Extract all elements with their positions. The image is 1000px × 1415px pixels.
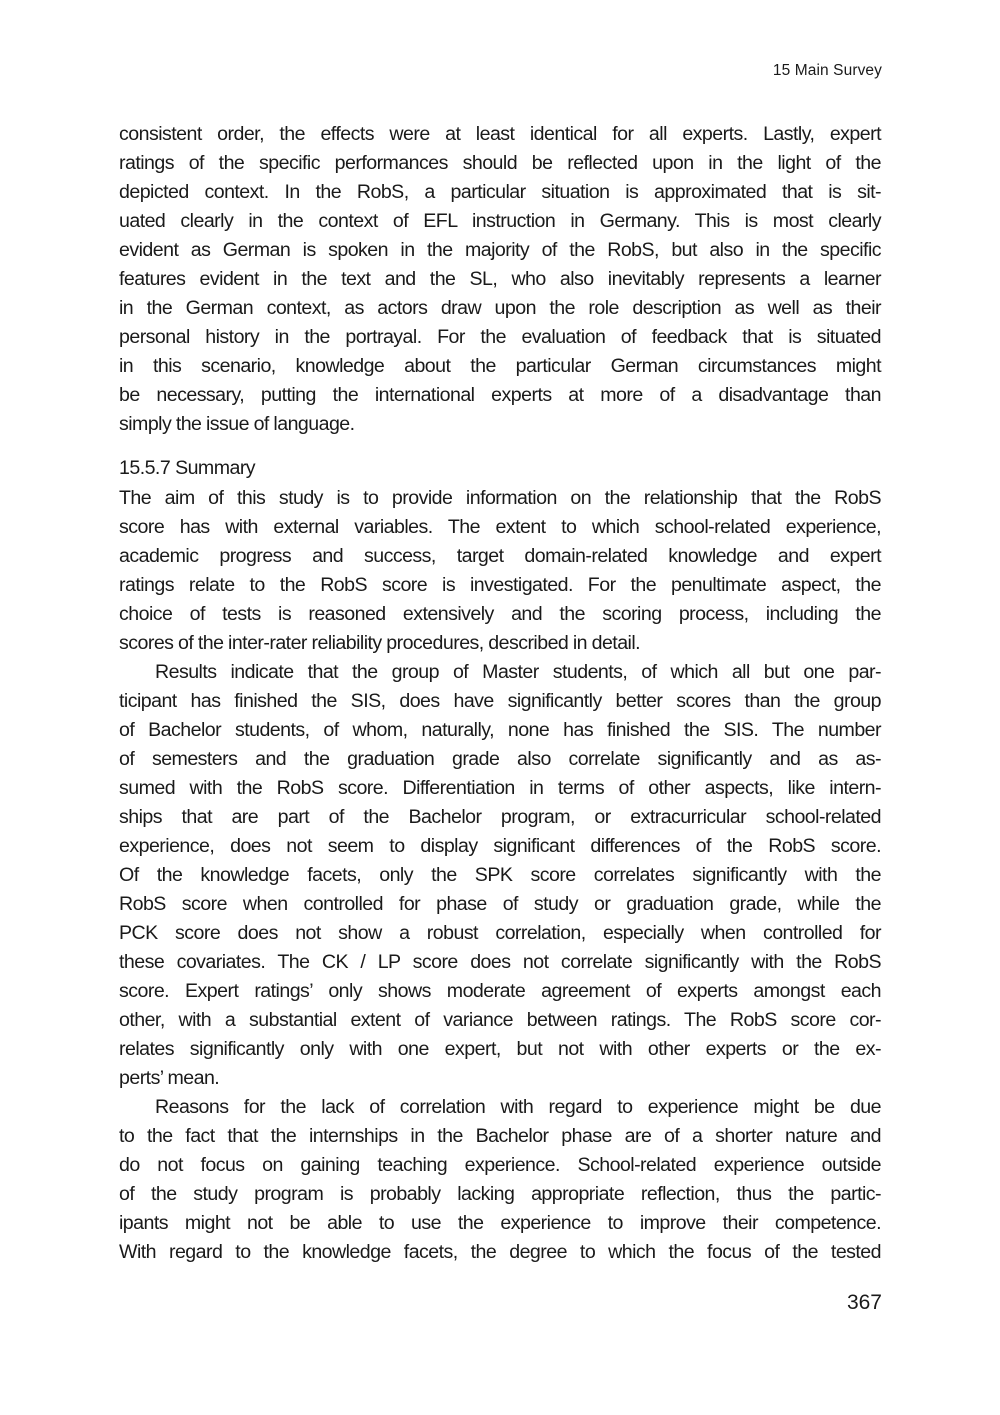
text-line: ratings relate to the RobS score is investigated. For the penultimate aspect, the xyxy=(119,574,881,596)
text-line: personal history in the portrayal. For the evaluation of feedback that is situated xyxy=(119,326,881,348)
page-number: 367 xyxy=(846,1291,882,1314)
text-line: ratings of the specific performances should be reflected upon in the light of the xyxy=(119,152,881,174)
text-line: to the fact that the internships in the Bachelor phase are of a shorter nature and xyxy=(119,1125,881,1147)
text-line: sumed with the RobS score. Differentiation in terms of other aspects, like intern- xyxy=(119,777,881,799)
text-line: ships that are part of the Bachelor program, or extracurricular school-related xyxy=(119,806,881,828)
text-line: Of the knowledge facets, only the SPK score correlates significantly with the xyxy=(119,864,881,886)
text-line: relates significantly only with one expert, but not with other experts or the ex- xyxy=(119,1038,881,1060)
running-header: 15 Main Survey xyxy=(772,62,882,79)
page-body xyxy=(119,120,881,1267)
text-line: other, with a substantial extent of variance between ratings. The RobS score cor- xyxy=(119,1009,881,1031)
text-line: ipants might not be able to use the experience to improve their competence. xyxy=(119,1212,881,1234)
text-line: score has with external variables. The extent to which school-related experience, xyxy=(119,516,881,538)
text-line: of the study program is probably lacking appropriate reflection, thus the partic- xyxy=(119,1183,881,1205)
text-line: simply the issue of language. xyxy=(119,413,355,435)
paragraph-aim xyxy=(119,484,881,658)
text-line: choice of tests is reasoned extensively and the scoring process, including the xyxy=(119,603,881,625)
text-line: of semesters and the graduation grade also correlate significantly and as as- xyxy=(119,748,881,770)
text-line: in the German context, as actors draw upon the role description as well as their xyxy=(119,297,881,319)
text-line: RobS score when controlled for phase of study or graduation grade, while the xyxy=(119,893,881,915)
text-line: features evident in the text and the SL, who also inevitably represents a learner xyxy=(119,268,881,290)
text-line: With regard to the knowledge facets, the degree to which the focus of the tested xyxy=(119,1241,881,1263)
text-line: uated clearly in the context of EFL instruction in Germany. This is most clearly xyxy=(119,210,881,232)
text-line: scores of the inter-rater reliability procedures, described in detail. xyxy=(119,632,641,654)
paragraph-reasons xyxy=(119,1093,881,1267)
section-heading: 15.5.7 Summary xyxy=(119,457,256,479)
text-line: in this scenario, knowledge about the particular German circumstances might xyxy=(119,355,881,377)
text-line: academic progress and success, target domain-related knowledge and expert xyxy=(119,545,881,567)
text-line: consistent order, the effects were at least identical for all experts. Lastly, expert xyxy=(119,123,881,145)
text-line: PCK score does not show a robust correlation, especially when controlled for xyxy=(119,922,881,944)
text-line: these covariates. The CK / LP score does not correlate significantly with the RobS xyxy=(119,951,881,973)
text-line: be necessary, putting the international experts at more of a disadvantage than xyxy=(119,384,881,406)
text-line: experience, does not seem to display significant differences of the RobS score. xyxy=(119,835,881,857)
text-line: of Bachelor students, of whom, naturally, none has finished the SIS. The number xyxy=(119,719,881,741)
text-line: Reasons for the lack of correlation with regard to experience might be due xyxy=(155,1096,881,1118)
text-line: score. Expert ratings’ only shows moderate agreement of experts amongst each xyxy=(119,980,881,1002)
paragraph-intro xyxy=(119,120,881,439)
text-line: Results indicate that the group of Master students, of which all but one par- xyxy=(155,661,881,683)
text-line: ticipant has finished the SIS, does have significantly better scores than the group xyxy=(119,690,881,712)
text-line: do not focus on gaining teaching experience. School-related experience outside xyxy=(119,1154,881,1176)
text-line: depicted context. In the RobS, a particular situation is approximated that is sit- xyxy=(119,181,881,203)
text-line: perts’ mean. xyxy=(119,1067,220,1089)
text-line: evident as German is spoken in the majority of the RobS, but also in the specific xyxy=(119,239,881,261)
text-line: The aim of this study is to provide information on the relationship that the RobS xyxy=(119,487,881,509)
paragraph-results xyxy=(119,658,881,1093)
